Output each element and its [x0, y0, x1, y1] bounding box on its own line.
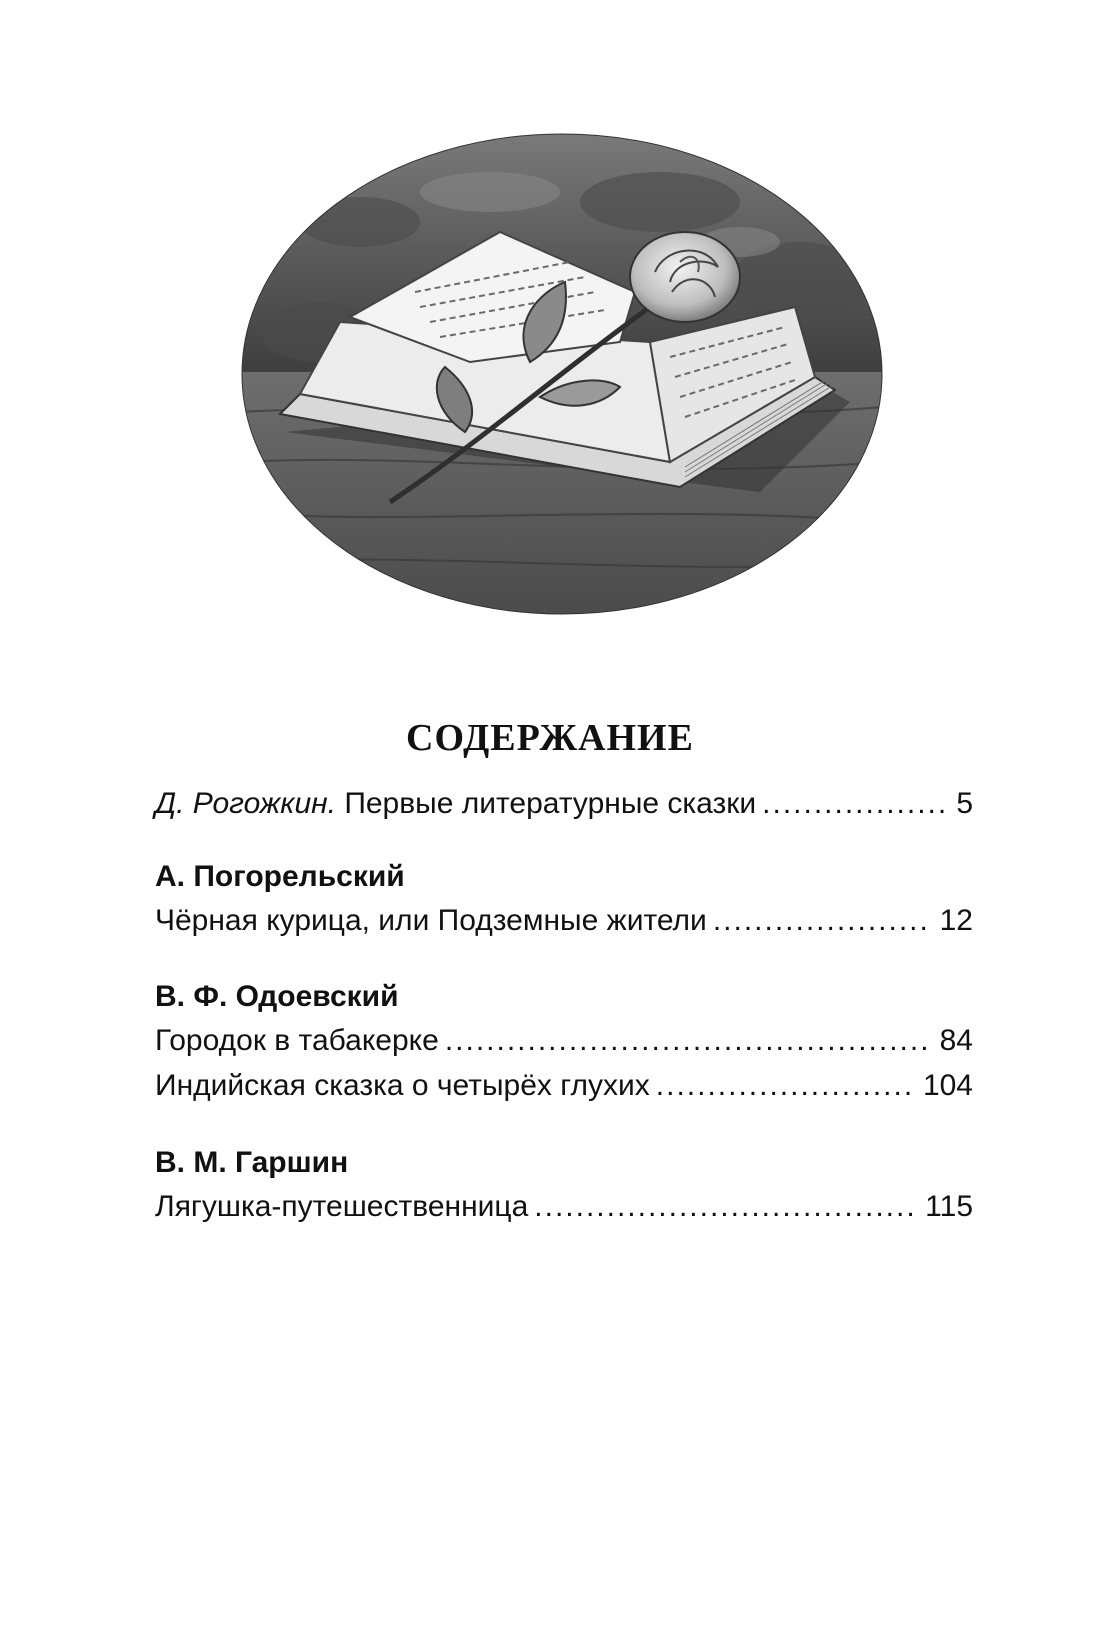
section-author: В. Ф. Одоевский	[155, 980, 399, 1013]
toc-entry-page: 12	[939, 904, 973, 937]
toc-entry-author: Д. Рогожкин.	[155, 787, 336, 820]
page-title: СОДЕРЖАНИЕ	[406, 717, 694, 759]
section-author: В. М. Гаршин	[155, 1146, 349, 1179]
dot-leader	[445, 1024, 932, 1058]
dot-leader	[534, 1190, 917, 1224]
section-author: А. Погорельский	[155, 860, 405, 893]
dot-leader	[762, 787, 948, 821]
toc-entry-page: 5	[956, 787, 973, 820]
toc-entry-page: 104	[922, 1069, 973, 1102]
toc-entry-page: 115	[925, 1190, 973, 1223]
toc-entry-text: Первые литературные сказки	[344, 787, 757, 820]
dot-leader	[656, 1069, 915, 1103]
toc-entry-text: Городок в табакерке	[155, 1024, 439, 1057]
toc-entry-text: Индийская сказка о четырёх глухих	[155, 1069, 650, 1102]
toc-entry-text: Чёрная курица, или Подземные жители	[155, 904, 707, 937]
toc-entry[interactable]	[155, 1069, 973, 1103]
table-of-contents	[155, 0, 973, 1649]
toc-entry[interactable]	[155, 1024, 973, 1058]
toc-entry[interactable]	[155, 904, 973, 938]
toc-entry-text: Лягушка-путешественница	[155, 1190, 529, 1223]
toc-entry-title	[155, 787, 756, 821]
toc-entry[interactable]	[155, 1190, 973, 1224]
toc-entry-page: 84	[939, 1024, 973, 1057]
dot-leader	[713, 904, 932, 938]
toc-entry-intro[interactable]	[155, 787, 973, 821]
